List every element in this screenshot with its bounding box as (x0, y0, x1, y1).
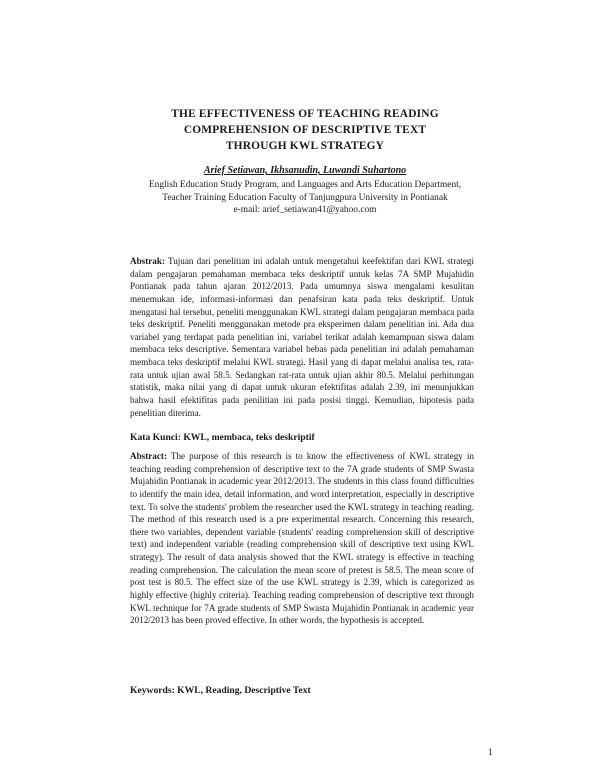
kata-kunci-value: KWL, membaca, teks deskriptif (183, 432, 315, 443)
abstract-label: Abstract: (130, 451, 167, 461)
title-line-1: THE EFFECTIVENESS OF TEACHING READING (171, 108, 439, 120)
keywords-value: KWL, Reading, Descriptive Text (177, 685, 311, 696)
abstrak-label: Abstrak: (130, 256, 165, 266)
abstrak-paragraph (130, 255, 474, 419)
abstract-paragraph (130, 450, 474, 627)
kata-kunci-label: Kata Kunci: (130, 432, 181, 443)
title-line-3: THROUGH KWL STRATEGY (225, 140, 385, 152)
kata-kunci-line (130, 431, 490, 444)
author-list: Arief Setiawan, Ikhsanudin, Luwandi Suhartono (203, 165, 407, 176)
author-email: e-mail: arief_setiawan41@yahoo.com (233, 205, 377, 216)
affiliation-line-1: English Education Study Program, and Languages and Arts Education Department, (148, 180, 462, 190)
page-number: 1 (488, 748, 493, 758)
affiliation (100, 179, 510, 217)
title-line-2: COMPREHENSION OF DESCRIPTIVE TEXT (183, 124, 427, 136)
affiliation-line-2: Teacher Training Education Faculty of Tanjungpura University in Pontianak (162, 192, 448, 203)
keywords-label: Keywords: (130, 685, 175, 696)
abstract-text: The purpose of this research is to know the effectiveness of KWL strategy in teaching reading comprehension of descriptive text to the 7A grade students of SMP Swasta Mujahidin Pontianak in academic year 2012/2013. The students in this class found difficulties to identify the main idea, detail information, and word interpretation, especially in descriptive text. To solve the students' problem the researcher used the KWL strategy in teaching reading. The method of this research used is a pre experimental research. Concerning this research, there two variables, dependent variable (students' reading comprehension skill of descriptive text) and independent variable (reading comprehension skill of descriptive text using KWL strategy). The result of data analysis showed that the KWL strategy is effective in teaching reading comprehension. The calculation the mean score of pretest is 58.5. The mean score of post test is 80.5. The effect size of the use KWL strategy is 2.39, which is categorized as highly effective (highly criteria). Teaching reading comprehension of descriptive text through KWL technique for 7A grade students of SMP Swasta Mujahidin Pontianak in academic year 2012/2013 has been proved effective. In other words, the hypothesis is accepted. (130, 451, 474, 626)
paper-title (120, 106, 490, 154)
keywords-line (130, 684, 490, 697)
abstrak-text: Tujuan dari penelitian ini adalah untuk mengetahui keefektifan dari KWL strategi dalam pengajaran pemahaman membaca teks deskriptif untuk kelas 7A SMP Mujahidin Pontianak pada tahun ajaran 2012/2013. Pada umumnya siswa mengalami kesulitan menemukan ide, informasi-informasi dan penafsiran kata pada teks deskriptif. Untuk mengatasi hal tersebut, peneliti menggunakan KWL strategi dalam pengajaran membaca pada teks deskriptif. Peneliti menggunakan metode pra eksperimen dalam penelitian ini. Ada dua variabel yang terdapat pada penelitian ini, variabel terikat adalah kemampuan siswa dalam membaca teks descriptive. Sementara variabel bebas pada penelitian ini adalah pemahaman membaca teks deskriptif melalui KWL strategi. Hasil yang di dapat melalui analisa tes, rata-rata untuk ujian awal 58.5. Sedangkan rat-rata untuk ujian akhir 80.5. Melalui perhitungan statistik, maka nilai yang di dapat untuk ukuran efektifitas adalah 2.39, ini menunjukkan bahwa hasil efektifitas pada penilitian ini pada posisi tinggi. Kemudian, hipotesis pada penelitian diterima. (130, 256, 474, 418)
